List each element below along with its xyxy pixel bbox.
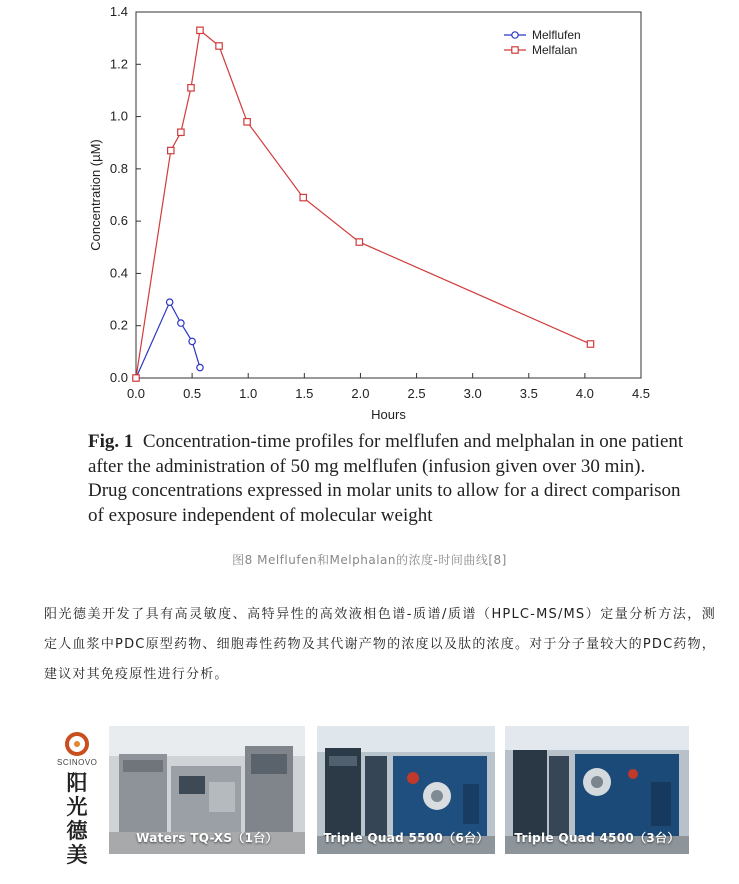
data-point: [197, 27, 203, 33]
instrument-card-waters: [109, 726, 305, 854]
legend-marker: [512, 32, 518, 38]
plot-frame: [136, 12, 641, 378]
y-tick-label: 0.2: [109, 317, 128, 333]
data-point: [188, 85, 194, 91]
instrument-card-5500: [317, 726, 495, 854]
data-point: [356, 239, 362, 245]
y-tick-label: 1.2: [109, 56, 128, 72]
brand-logo: [57, 732, 98, 867]
series-line: [136, 30, 591, 378]
instrument-label: Triple Quad 5500（6台）: [323, 831, 489, 845]
instrument-card-4500: [505, 726, 689, 854]
brand-char: 阳: [66, 771, 88, 795]
data-point: [133, 375, 139, 381]
y-tick-label: 1.0: [109, 108, 128, 124]
figure-label: Fig. 1: [88, 431, 134, 452]
legend-label: Melfalan: [532, 43, 578, 57]
x-tick-label: 1.5: [295, 386, 314, 401]
figure-caption-en: [88, 430, 688, 528]
legend-label: Melflufen: [532, 28, 581, 42]
brand-name-en: SCINOVO: [57, 758, 98, 767]
data-point: [178, 129, 184, 135]
x-tick-label: 3.5: [519, 386, 538, 401]
y-tick-label: 0.6: [109, 213, 128, 229]
data-point: [178, 320, 184, 326]
brand-char: 德: [66, 819, 88, 843]
legend-marker: [512, 47, 518, 53]
concentration-time-chart: [0, 0, 739, 425]
chart-svg: [0, 0, 739, 425]
brand-name-cn: [57, 771, 97, 867]
y-tick-label: 1.4: [109, 4, 128, 19]
instrument-label: Waters TQ-XS（1台）: [136, 831, 278, 845]
y-tick-label: 0.4: [109, 265, 128, 281]
x-tick-label: 3.0: [463, 386, 482, 401]
brand-char: 光: [66, 795, 88, 819]
instrument-label: Triple Quad 4500（3台）: [514, 831, 680, 845]
figure-caption-cn: 图8 Melflufen和Melphalan的浓度-时间曲线[8]: [232, 553, 507, 567]
data-point: [197, 364, 203, 370]
x-tick-label: 2.5: [407, 386, 426, 401]
x-tick-label: 4.0: [575, 386, 594, 401]
x-tick-label: 0.5: [183, 386, 202, 401]
x-tick-label: 0.0: [126, 386, 146, 401]
data-point: [300, 194, 306, 200]
data-point: [216, 43, 222, 49]
x-tick-label: 1.0: [239, 386, 258, 401]
brand-char: 美: [66, 843, 88, 867]
brand-logo-icon: [65, 732, 89, 756]
data-point: [166, 299, 172, 305]
x-axis-title: Hours: [371, 407, 406, 422]
y-axis-title: Concentration (µM): [88, 139, 103, 251]
data-point: [244, 119, 250, 125]
instrument-banner: [57, 726, 689, 866]
figure-caption-text: Concentration-time profiles for melflufen and melphalan in one patient after the administration of 50 mg melflufen (infusion given over 30 min). Drug concentrations expressed in molar units to allow for a direct comparison of exposure independent of molecular weight: [88, 431, 684, 526]
body-paragraph: 阳光德美开发了具有高灵敏度、高特异性的高效液相色谱-质谱/质谱（HPLC-MS/MS）定量分析方法，测定人血浆中PDC原型药物、细胞毒性药物及其代谢产物的浓度以及肽的浓度。对于分子量较大的PDC药物，建议对其免疫原性进行分析。: [44, 607, 716, 682]
x-tick-label: 4.5: [631, 386, 651, 401]
data-point: [189, 338, 195, 344]
y-tick-label: 0.8: [109, 160, 128, 176]
x-tick-label: 2.0: [351, 386, 370, 401]
data-point: [168, 147, 174, 153]
y-tick-label: 0.0: [109, 370, 128, 385]
data-point: [587, 341, 593, 347]
